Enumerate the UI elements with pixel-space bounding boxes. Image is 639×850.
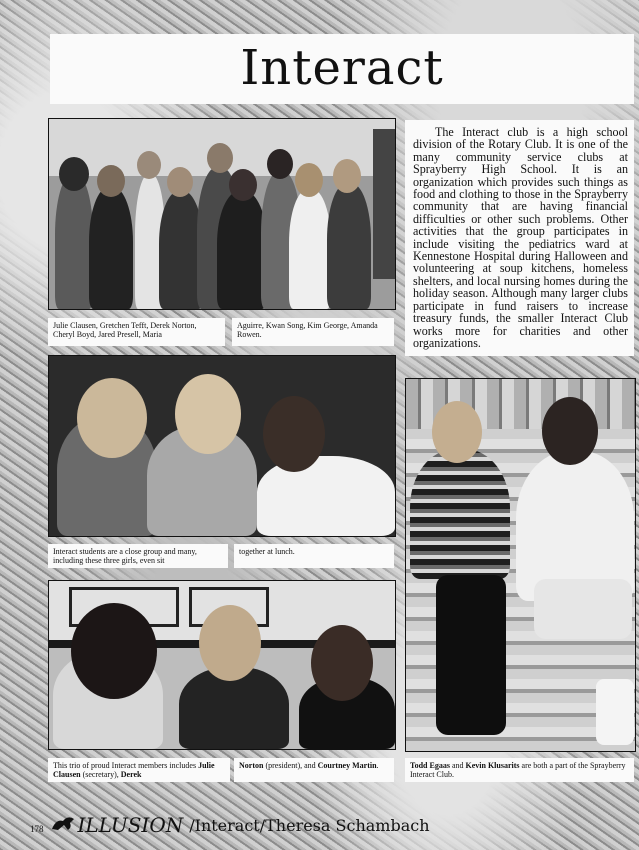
page-footer [30,812,450,838]
horse-rider-icon [50,813,76,838]
two-boys-caption: Todd Egaas and Kevin Klusarits are both a part of the Sprayberry Interact Club. [405,758,634,782]
two-boys-photo [405,378,636,752]
group-caption-right: Aguirre, Kwan Song, Kim George, Amanda Rowen. [232,318,394,346]
illusion-wordmark: ILLUSION [77,813,184,837]
three-girls-caption-left: Interact students are a close group and many, including these three girls, even sit [48,544,228,568]
trio-name-courtney: Courtney Martin [317,761,377,770]
trio-name-julie: Julie Clausen [53,761,215,779]
title-panel [50,34,634,104]
trio-caption-left: This trio of proud Interact members includes Julie Clausen (secretary), Derek [48,758,230,782]
three-girls-photo [48,355,396,537]
trio-caption-right: Norton (president), and Courtney Martin. [234,758,394,782]
trio-name-derek: Derek [120,770,142,779]
group-caption-left: Julie Clausen, Gretchen Tefft, Derek Norton, Cheryl Boyd, Jared Presell, Maria [48,318,225,346]
trio-photo [48,580,396,750]
illusion-logo [50,813,184,838]
article-body [405,120,634,356]
page-title: Interact [240,40,444,96]
article-paragraph: The Interact club is a high school division of the Rotary Club. It is one of the many community service clubs at Sprayberry High School. It is an organization which provides such things as food and clothing to those in the Sprayberry community that are having financial difficulties or other such problems. Other activities that the group participates in include visiting the pediatrics ward at Kennestone Hospital during Halloween and volunteering at soup kitchens, homeless shelters, and local nursing homes during the holiday season. Although many larger clubs participate in fund raisers to increase treasury funds, the smaller Interact Club works more for charities and other organizations. [413,125,628,350]
footer-section: /Interact/Theresa Schambach [189,815,430,835]
group-photo [48,118,396,310]
three-girls-caption-right: together at lunch. [234,544,394,568]
page-number: 178 [30,824,44,834]
